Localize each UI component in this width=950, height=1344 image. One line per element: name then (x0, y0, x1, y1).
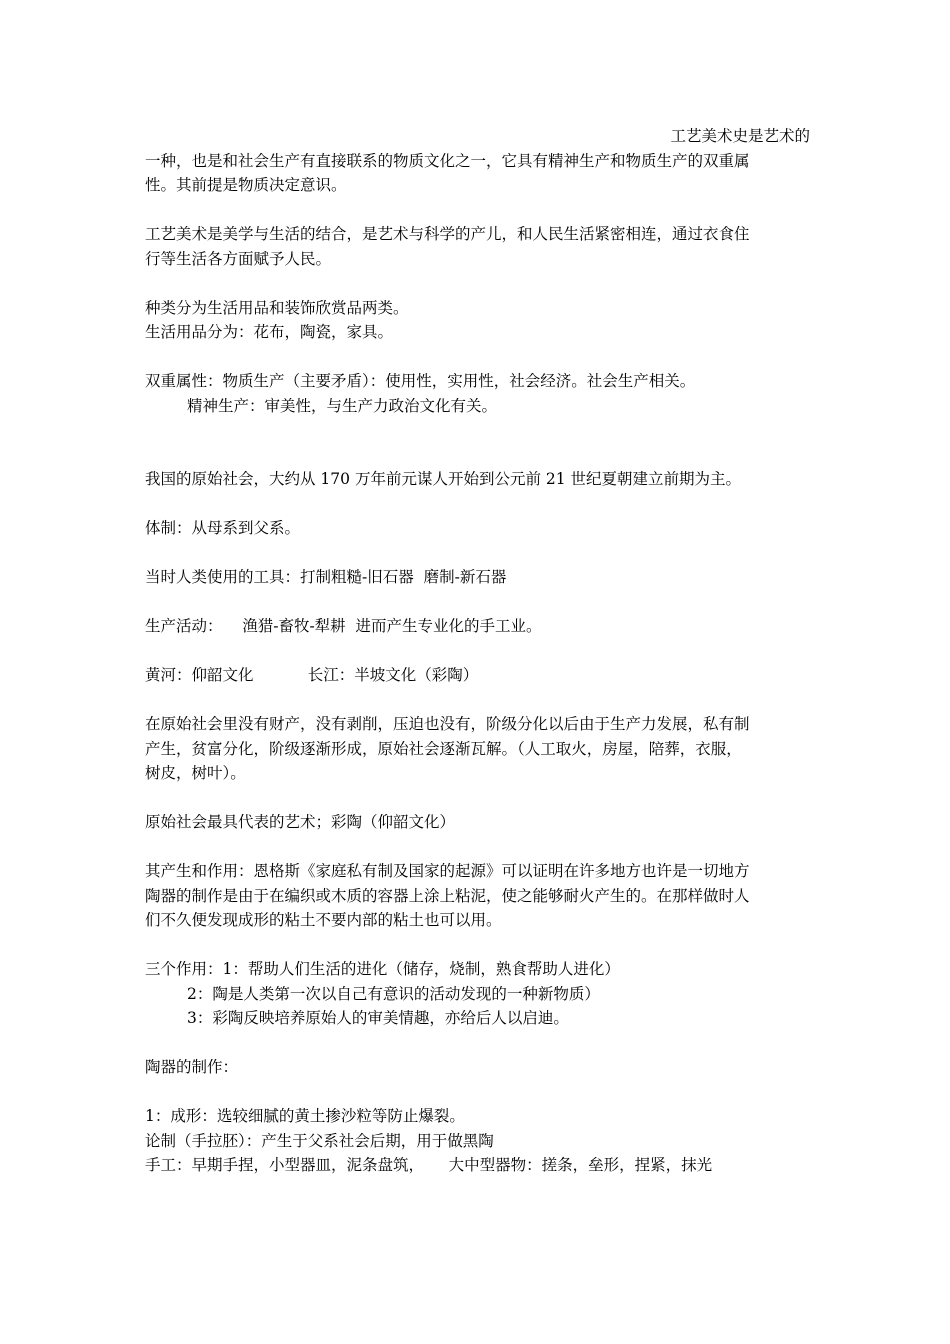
spacer (145, 541, 810, 566)
spacer (145, 688, 810, 713)
origin-line-1: 其产生和作用：恩格斯《家庭私有制及国家的起源》可以证明在许多地方也许是一切地方 (145, 862, 750, 880)
origin-line-3: 们不久便发现成形的粘土不要内部的粘土也可以用。 (145, 911, 502, 929)
dual-attribute-line-1: 双重属性：物质生产（主要矛盾）：使用性，实用性，社会经济。社会生产相关。 (145, 372, 696, 390)
definition-line-2: 行等生活各方面赋予人民。 (145, 249, 332, 268)
primitive-system: 体制：从母系到父系。 (145, 519, 301, 537)
primitive-tools: 当时人类使用的工具：打制粗糙-旧石器 磨制-新石器 (145, 568, 507, 586)
categories-line-1: 种类分为生活用品和装饰欣赏品两类。 (145, 298, 409, 317)
document-page (145, 124, 810, 1178)
dual-attribute-line-2: 精神生产：审美性，与生产力政治文化有关。 (187, 396, 498, 415)
spacer (145, 1080, 810, 1105)
categories-line-2: 生活用品分为：花布，陶瓷，家具。 (145, 323, 394, 341)
pottery-heading: 陶器的制作： (145, 1058, 239, 1076)
functions-line-1: 三个作用：1：帮助人们生活的进化（储存，烧制，熟食帮助人进化） (145, 960, 620, 978)
primitive-activities: 生产活动： 渔猎-畜牧-犁耕 进而产生专业化的手工业。 (145, 617, 542, 635)
primitive-cultures: 黄河：仰韶文化 长江：半坡文化（彩陶） (145, 666, 479, 684)
definition-line-1: 工艺美术是美学与生活的结合，是艺术与科学的产儿，和人民生活紧密相连，通过衣食住 (145, 225, 750, 243)
spacer (145, 1031, 810, 1056)
spacer (145, 639, 810, 664)
spacer (145, 418, 810, 467)
primitive-representative: 原始社会最具代表的艺术；彩陶（仰韶文化） (145, 813, 456, 831)
spacer (145, 835, 810, 860)
spacer (145, 271, 810, 296)
pottery-line-2: 论制（手拉胚）：产生于父系社会后期，用于做黑陶 (145, 1131, 494, 1150)
origin-line-2: 陶器的制作是由于在编织或木质的容器上涂上粘泥，使之能够耐火产生的。在那样做时人 (145, 886, 750, 905)
functions-line-2: 2：陶是人类第一次以自己有意识的活动发现的一种新物质） (187, 984, 600, 1003)
functions-line-3: 3：彩陶反映培养原始人的审美情趣，亦给后人以启迪。 (187, 1009, 569, 1027)
spacer (145, 786, 810, 811)
spacer (145, 590, 810, 615)
pottery-line-3: 手工：早期手捏，小型器皿，泥条盘筑， 大中型器物：搓条，垒形，捏紧，抹光 (145, 1156, 713, 1174)
spacer (145, 933, 810, 958)
intro-line-3: 性。其前提是物质决定意识。 (145, 176, 347, 194)
pottery-line-1: 1：成形：选较细腻的黄土掺沙粒等防止爆裂。 (145, 1107, 465, 1125)
primitive-society-line-2: 产生，贫富分化，阶级逐渐形成，原始社会逐渐瓦解。（人工取火，房屋，陪葬，衣服， (145, 739, 742, 758)
intro-line-2: 一种，也是和社会生产有直接联系的物质文化之一，它具有精神生产和物质生产的双重属 (145, 151, 750, 170)
spacer (145, 492, 810, 517)
intro-line-1: 工艺美术史是艺术的 (670, 127, 810, 145)
primitive-society-line-1: 在原始社会里没有财产，没有剥削，压迫也没有，阶级分化以后由于生产力发展，私有制 (145, 715, 750, 733)
primitive-era: 我国的原始社会，大约从 170 万年前元谋人开始到公元前 21 世纪夏朝建立前期为主。 (145, 470, 742, 488)
primitive-society-line-3: 树皮，树叶）。 (145, 764, 246, 782)
spacer (145, 198, 810, 223)
spacer (145, 345, 810, 370)
